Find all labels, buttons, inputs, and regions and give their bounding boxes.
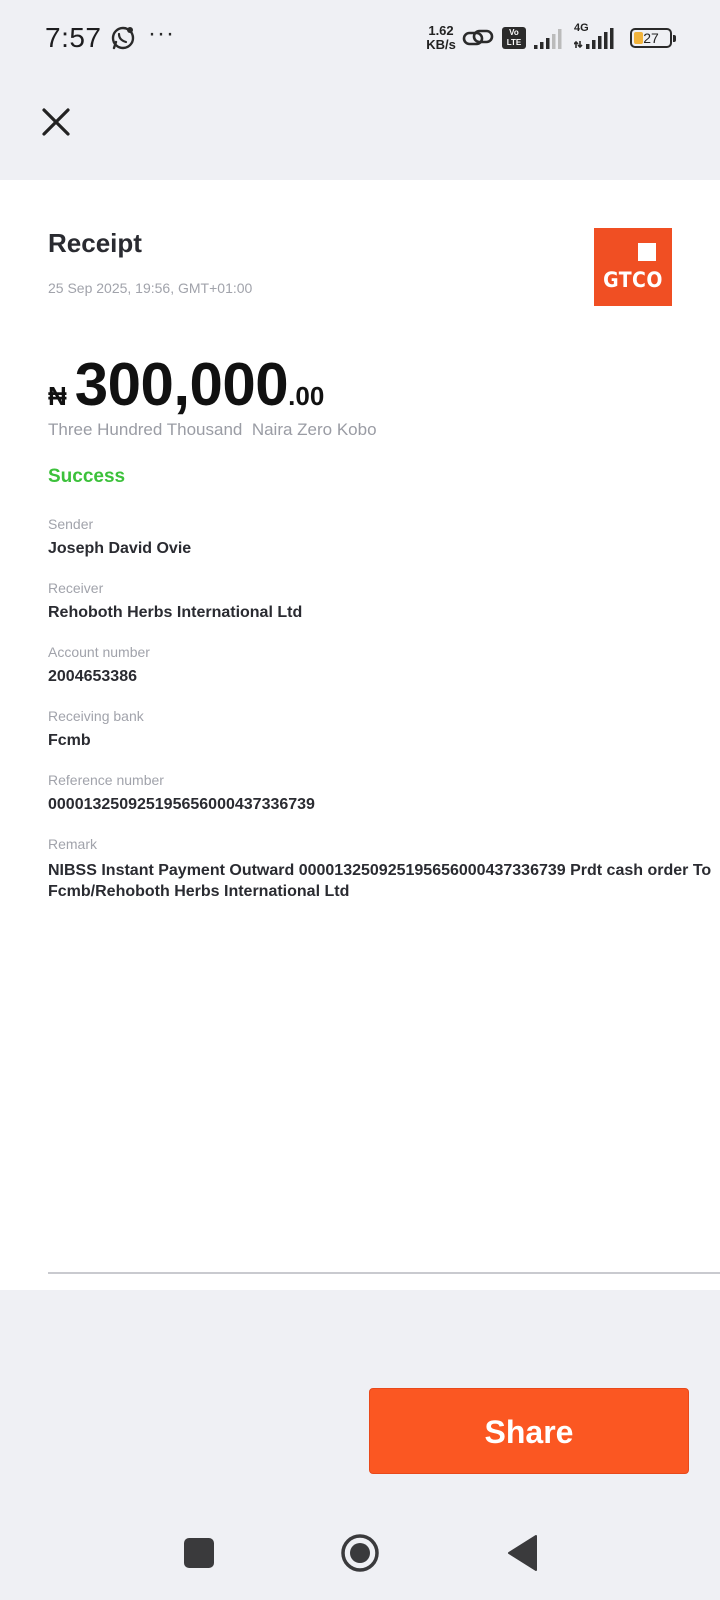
sender-label: Sender xyxy=(48,516,94,532)
amount-in-words: Three Hundred Thousand Naira Zero Kobo xyxy=(48,420,377,439)
recent-apps-button[interactable] xyxy=(184,1538,214,1568)
receiving-bank-label: Receiving bank xyxy=(48,708,144,724)
account-number-label: Account number xyxy=(48,644,150,660)
account-number-value: 2004653386 xyxy=(48,668,137,685)
more-notifications-icon: ··· xyxy=(148,20,175,47)
remark-value: NIBSS Instant Payment Outward 000013250925195656000437336739 Prdt cash order To Fcmb/Rehoboth Herbs International Ltd xyxy=(48,862,712,900)
amount-decimal: .00 xyxy=(288,381,325,411)
network-type: 4G xyxy=(574,22,589,34)
network-speed-unit: KB/s xyxy=(426,37,456,52)
signal-4g-icon xyxy=(574,22,622,50)
reference-number-label: Reference number xyxy=(48,772,164,788)
status-bar xyxy=(0,0,720,78)
home-button[interactable] xyxy=(340,1533,380,1573)
volte-icon xyxy=(502,27,526,49)
bank-logo xyxy=(594,228,672,306)
amount xyxy=(48,350,324,420)
bank-logo-text: GTCO xyxy=(603,268,663,292)
currency-symbol: ₦ xyxy=(48,381,67,411)
whatsapp-icon xyxy=(110,25,136,51)
receiving-bank-value: Fcmb xyxy=(48,732,91,749)
link-icon xyxy=(462,26,494,50)
volte-bottom: LTE xyxy=(506,38,522,47)
receipt-title: Receipt xyxy=(48,228,142,258)
battery-level: 27 xyxy=(643,30,659,46)
logo-square xyxy=(638,243,656,261)
clock: 7:57 xyxy=(45,22,102,53)
battery-icon xyxy=(630,28,672,48)
network-speed xyxy=(424,24,458,52)
close-icon xyxy=(36,102,76,142)
signal-icon xyxy=(532,26,566,50)
receipt-timestamp: 25 Sep 2025, 19:56, GMT+01:00 xyxy=(48,280,253,296)
share-button[interactable]: Share xyxy=(369,1388,689,1474)
amount-main: 300,000 xyxy=(74,351,289,418)
receiver-label: Receiver xyxy=(48,580,104,596)
battery-tip xyxy=(673,35,676,42)
receiver-value: Rehoboth Herbs International Ltd xyxy=(48,604,303,621)
volte-top: Vo xyxy=(509,28,519,37)
receipt-card xyxy=(0,180,720,1290)
close-button[interactable] xyxy=(36,102,76,142)
network-speed-value: 1.62 xyxy=(428,23,454,38)
status-badge: Success xyxy=(48,466,126,487)
back-button[interactable] xyxy=(506,1534,538,1572)
sender-value: Joseph David Ovie xyxy=(48,540,192,557)
reference-number-value: 000013250925195656000437336739 xyxy=(48,796,315,813)
divider xyxy=(48,1272,720,1274)
remark-label: Remark xyxy=(48,836,98,852)
